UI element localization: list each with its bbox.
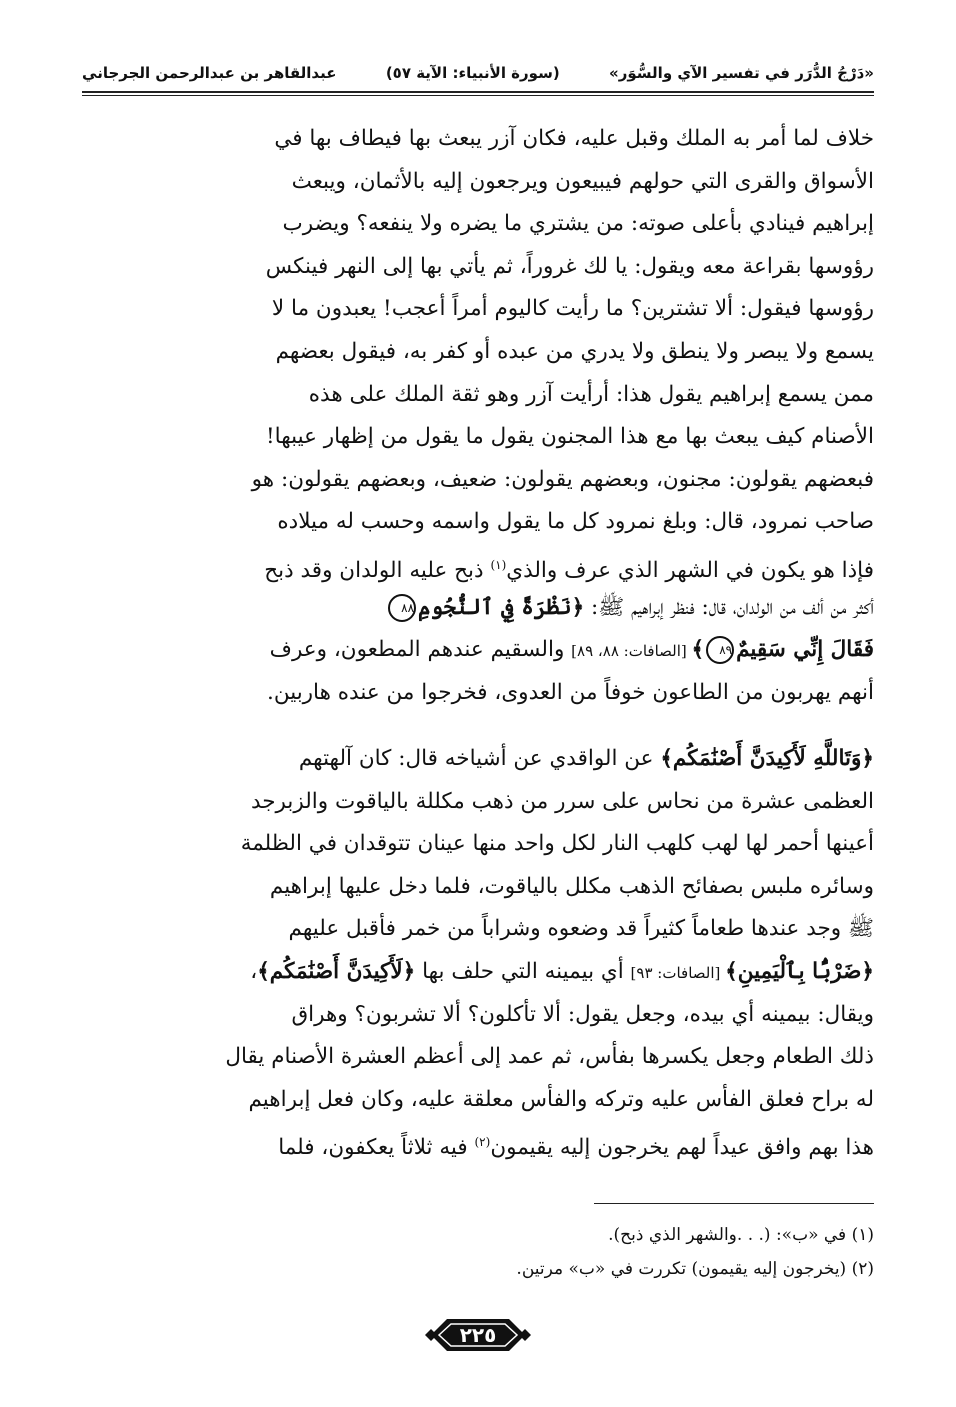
footnote-1: (١) في «ب»: (. . .والشهر الذي ذبح). [608, 1225, 874, 1245]
surah-ayah-reference: [الصافات: ٨٨، ٨٩] [571, 642, 692, 661]
text-line: الأسواق والقرى التي حولهم فيبيعون ويرجعون إليه بالأثمان، ويبعث [291, 168, 874, 194]
text-line: يسمع ولا يبصر ولا ينطق ولا يدري من عبده أو كفر به، فيقول بعضهم [275, 338, 874, 364]
text-segment: والسقيم عندهم المطعون، وعرف [269, 637, 572, 663]
text-line [84, 587, 874, 630]
text-line: صاحب نمرود، قال: وبلغ نمرود كل ما يقول واسمه وحسب له ميلاده [277, 509, 874, 535]
text-line: رؤوسها فيقول: ألا تشترين؟ ما رأيت كاليوم أمراً أعجب! يعبدون ما لا [271, 296, 874, 322]
text-line: أعينها أحمر لها لهب كلهب النار لكل واحد منها عينان تتوقدان في الظلمة [240, 831, 874, 857]
footnote-separator [594, 1203, 874, 1204]
header-surah-reference: (سورة الأنبياء: الآية ٥٧) [385, 64, 560, 82]
footnotes [84, 1218, 874, 1286]
footnote-2: (٢) (يخرجون إليه يقيمون) تكررت في «ب» مرتين. [516, 1259, 874, 1279]
quran-quote-close: ﴾ [691, 637, 705, 663]
text-segment: ذبح عليه الولدان وقد ذبح [264, 558, 491, 584]
text-segment: هذا بهم وافق عيداً لهم يخرجون إليه يقيمون [490, 1135, 874, 1161]
text-line: وسائره ملبس بصفائح الذهب مكلل بالياقوت، فلما دخل عليها إبراهيم [269, 873, 874, 899]
quran-quote: ﴿نَظْرَةً فِي ٱلنُّجُومِ [418, 594, 585, 620]
text-line: العظمى عشرة من نحاس على سرر من ذهب مكللة بالياقوت والزبرجد [250, 788, 874, 814]
footnote-marker-1[interactable]: (١) [490, 557, 507, 572]
surah-ayah-reference: [الصافات: ٩٣] [630, 963, 726, 982]
page-number-ornament [425, 1315, 531, 1355]
text-line: رؤوسها بقراعة معه ويقول: يا لك غروراً، ثم يأتي بها إلى النهر فينكس [265, 253, 874, 279]
running-header [82, 58, 874, 88]
text-line: ويقال: بيمينه أي بيده، وجعل يقول: ألا تأكلون؟ ألا تشربون؟ وهراق [291, 1001, 874, 1027]
text-line: له براح فعلق الفأس عليه وتركه والفأس معلقة عليه، وكان فعل إبراهيم [248, 1086, 874, 1112]
header-rule-thin [82, 95, 874, 96]
text-line: إبراهيم فينادي بأعلى صوته: من يشتري ما يضره ولا ينفعه؟ ويضرب [282, 211, 874, 237]
header-rule [82, 91, 874, 93]
quran-quote: ﴿وَتَاللَّهِ لَأَكِيدَنَّ أَصْنَٰمَكُم﴾ [660, 746, 874, 771]
header-author: عبدالقاهر بن عبدالرحمن الجرجاني [82, 64, 337, 82]
text-line: الأصنام كيف يبعث بها مع هذا المجنون يقول ما يقول من إظهار عيبها! [266, 424, 874, 450]
text-line: فبعضهم يقولون: مجنون، وبعضهم يقولون: ضعيف، وبعضهم يقولون: هو [251, 466, 874, 492]
text-line: ممن يسمع إبراهيم يقول هذا: أرأيت آزر وهو ثقة الملك على هذه [308, 381, 874, 407]
paragraph-1 [84, 118, 874, 714]
quran-quote: ﴿لَأَكِيدَنَّ أَصْنَٰمَكُم﴾ [257, 958, 416, 984]
ayah-number-badge: ٨٩ [706, 636, 734, 664]
quran-quote: ﴿ضَرْبًۢا بِٱلْيَمِينِ﴾ [725, 958, 874, 984]
text-line: خلاف لما أمر به الملك وقبل عليه، فكان آزر يبعث بها فيطاف بها في [274, 126, 874, 151]
text-line: أنهم يهربون من الطاعون خوفاً من العدوى، فخرجوا من عنده هاربين. [267, 679, 874, 705]
footnote-marker-2[interactable]: (٢) [474, 1135, 491, 1150]
header-book-title: «دَرْجُ الدُّرَر في تفسير الآي والسُّوَر» [609, 64, 874, 82]
text-line [84, 629, 874, 672]
text-line: ﷺ وجد عندها طعاماً كثيراً قد وضعوه وشراباً من خمر فأقبل عليهم [288, 916, 874, 942]
page-number: ٢٢٥ [459, 1323, 497, 1347]
text-line [84, 738, 874, 781]
ayah-number-badge: ٨٨ [388, 594, 416, 622]
text-segment: أي بيمينه التي حلف بها [415, 958, 631, 984]
text-segment: ، [250, 958, 258, 984]
text-segment: فإذا هو يكون في الشهر الذي عرف والذي [506, 558, 874, 584]
text-segment: عن الواقدي عن أشياخه قال: كان آلهتهم [298, 746, 661, 771]
text-line [84, 544, 874, 587]
paragraph-2 [84, 738, 874, 1164]
text-line [84, 951, 874, 994]
text-line: ذلك الطعام وجعل يكسرها بفأس، ثم عمد إلى أعظم العشرة الأصنام يقال [225, 1044, 874, 1070]
quran-quote: فَقَالَ إِنِّي سَقِيمٌ [736, 637, 874, 663]
text-segment: فيه ثلاثاً يعكفون، فلما [278, 1135, 475, 1161]
text-line [84, 1121, 874, 1164]
text-segment: أكثر من ألف من الولدان، قال: فنظر إبراهيم ﷺ: [584, 594, 874, 620]
